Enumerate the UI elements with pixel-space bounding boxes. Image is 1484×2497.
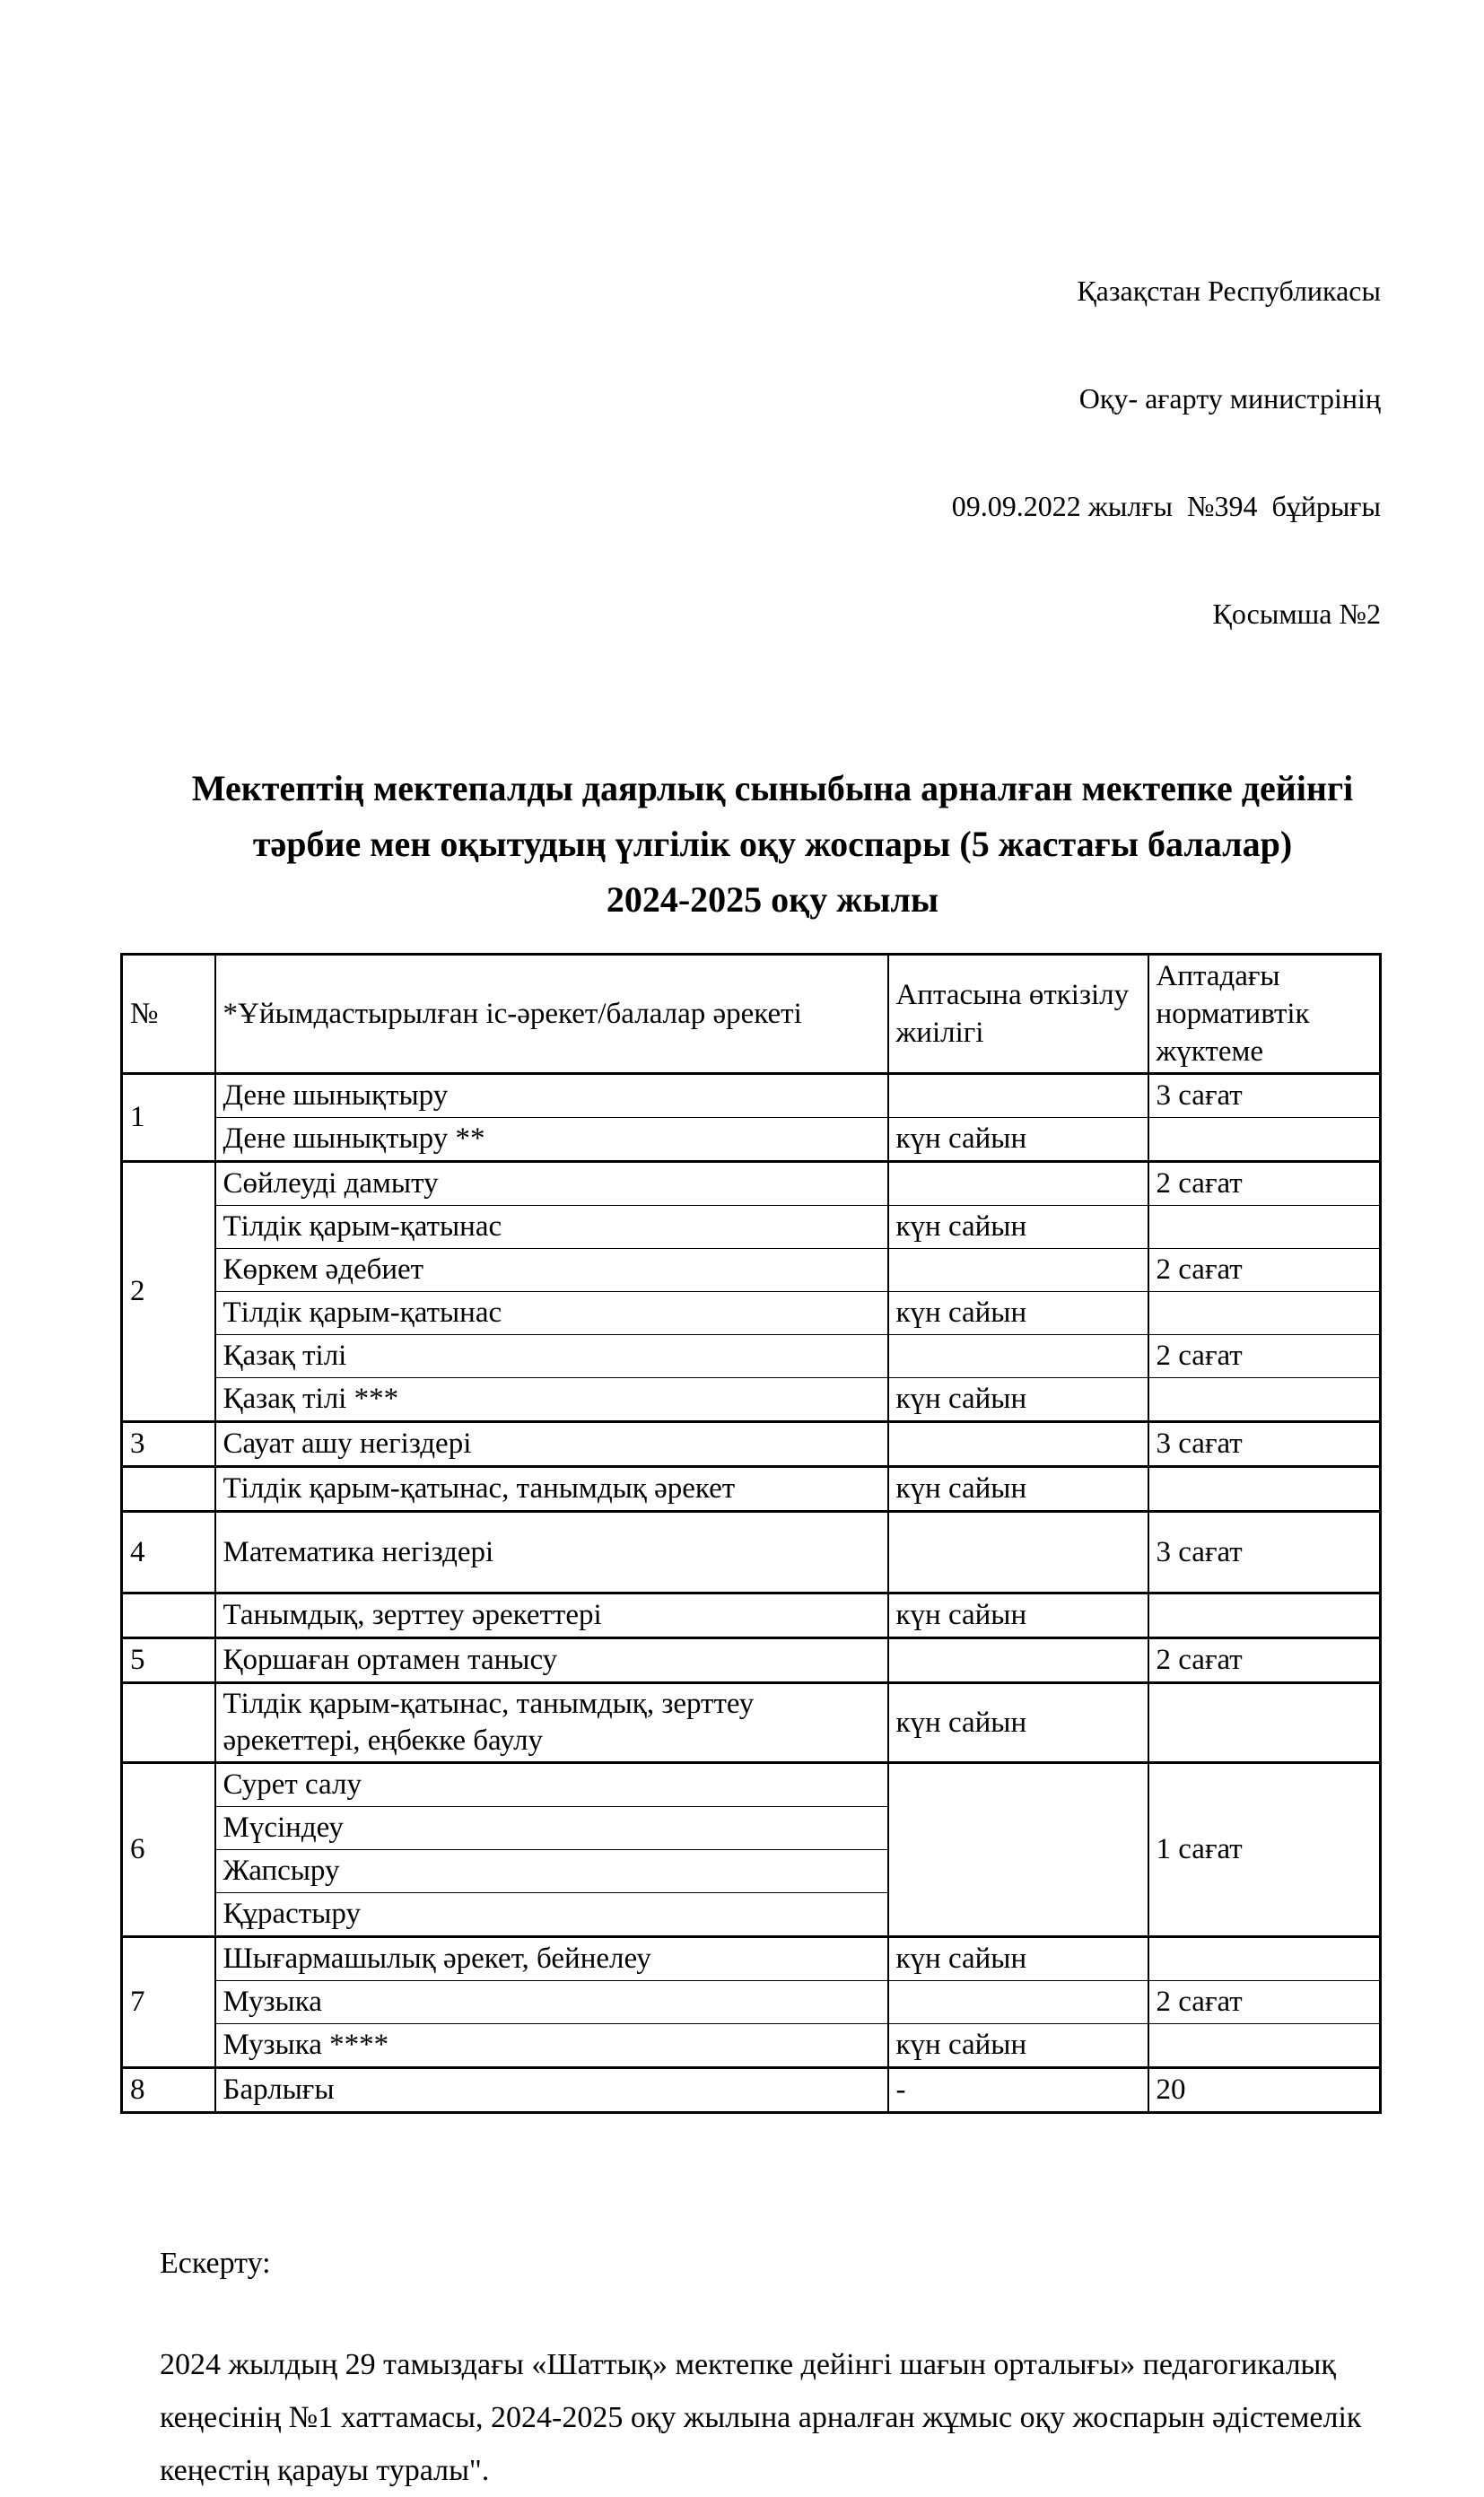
frequency-cell — [888, 1335, 1148, 1378]
note-heading: Ескерту: — [160, 2247, 271, 2280]
activity-cell: Танымдық, зерттеу әрекеттері — [215, 1593, 888, 1638]
frequency-cell: күн сайын — [888, 1206, 1148, 1249]
activity-cell: Жапсыру — [215, 1850, 888, 1893]
table-row — [122, 1683, 1381, 1763]
activity-cell: Қазақ тілі *** — [215, 1378, 888, 1422]
activity-cell: Музыка — [215, 1981, 888, 2024]
row-number-cell: 3 — [122, 1422, 215, 1467]
load-cell — [1148, 1593, 1381, 1638]
frequency-cell — [888, 1162, 1148, 1206]
row-number-cell: 5 — [122, 1638, 215, 1683]
header-line-appendix: Қосымша №2 — [1212, 598, 1381, 630]
frequency-cell — [888, 1638, 1148, 1683]
table-row — [122, 1981, 1381, 2024]
frequency-cell: - — [888, 2068, 1148, 2113]
document-title — [118, 761, 1427, 928]
frequency-cell — [888, 1422, 1148, 1467]
table-row — [122, 1593, 1381, 1638]
frequency-cell — [888, 1981, 1148, 2024]
activity-cell: Сауат ашу негіздері — [215, 1422, 888, 1467]
activity-cell: Барлығы — [215, 2068, 888, 2113]
activity-cell: Мүсіндеу — [215, 1807, 888, 1850]
note-text: 2024 жылдың 29 тамыздағы «Шаттық» мектепке дейінгі шағын орталығы» педагогикалық кеңесінің №1 хаттамасы, 2024-2025 оқу жылына арналған жұмыс оқу жоспарын әдістемелік кеңестің қарауы туралы". — [160, 2348, 1362, 2487]
activity-cell: Тілдік қарым-қатынас — [215, 1206, 888, 1249]
row-number-cell — [122, 1593, 215, 1638]
row-number-cell: 7 — [122, 1937, 215, 2068]
table-row — [122, 2024, 1381, 2068]
load-cell: 3 сағат — [1148, 1512, 1381, 1593]
title-line-3: 2024-2025 оқу жылы — [606, 879, 939, 920]
activity-cell: Математика негіздері — [215, 1512, 888, 1593]
curriculum-table — [120, 953, 1382, 2114]
frequency-cell: күн сайын — [888, 1292, 1148, 1335]
frequency-cell: күн сайын — [888, 1937, 1148, 1981]
load-cell: 2 сағат — [1148, 1981, 1381, 2024]
row-number-cell: 1 — [122, 1074, 215, 1162]
table-row — [122, 1074, 1381, 1118]
table-row — [122, 1512, 1381, 1593]
load-cell: 2 сағат — [1148, 1335, 1381, 1378]
table-row — [122, 1378, 1381, 1422]
col-header-frequency: Аптасына өткізілу жиілігі — [888, 955, 1148, 1074]
load-cell: 3 сағат — [1148, 1074, 1381, 1118]
load-cell: 2 сағат — [1148, 1162, 1381, 1206]
row-number-cell: 4 — [122, 1512, 215, 1593]
table-row — [122, 1422, 1381, 1467]
header-line-ministry: Оқу- ағарту министрінің — [1078, 382, 1381, 415]
activity-cell: Музыка **** — [215, 2024, 888, 2068]
frequency-cell — [888, 1763, 1148, 1937]
table-row — [122, 1249, 1381, 1292]
load-cell — [1148, 1467, 1381, 1512]
activity-cell: Құрастыру — [215, 1893, 888, 1937]
header-line-country: Қазақстан Республикасы — [1077, 275, 1381, 307]
frequency-cell — [888, 1249, 1148, 1292]
activity-cell: Тілдік қарым-қатынас, танымдық, зерттеу әрекеттері, еңбекке баулу — [215, 1683, 888, 1763]
activity-cell: Тілдік қарым-қатынас — [215, 1292, 888, 1335]
table-row — [122, 1638, 1381, 1683]
row-number-cell — [122, 1467, 215, 1512]
col-header-load: Аптадағы нормативтік жүктеме — [1148, 955, 1381, 1074]
frequency-cell — [888, 1074, 1148, 1118]
header-line-order: 09.09.2022 жылғы №394 бұйрығы — [951, 490, 1381, 522]
load-cell: 2 сағат — [1148, 1249, 1381, 1292]
activity-cell: Шығармашылық әрекет, бейнелеу — [215, 1937, 888, 1981]
load-cell: 20 — [1148, 2068, 1381, 2113]
col-header-activity: *Ұйымдастырылған іс-әрекет/балалар әрекеті — [215, 955, 888, 1074]
col-header-number: № — [122, 955, 215, 1074]
load-cell: 2 сағат — [1148, 1638, 1381, 1683]
document-header — [119, 0, 1381, 703]
row-number-cell — [122, 1683, 215, 1763]
load-cell: 3 сағат — [1148, 1422, 1381, 1467]
frequency-cell — [888, 1512, 1148, 1593]
frequency-cell: күн сайын — [888, 1118, 1148, 1162]
table-row — [122, 1335, 1381, 1378]
frequency-cell: күн сайын — [888, 2024, 1148, 2068]
table-row — [122, 1937, 1381, 1981]
title-line-1: Мектептің мектепалды даярлық сыныбына арналған мектепке дейінгі — [191, 768, 1354, 808]
frequency-cell: күн сайын — [888, 1467, 1148, 1512]
table-row — [122, 1206, 1381, 1249]
frequency-cell: күн сайын — [888, 1378, 1148, 1422]
title-line-2: тәрбие мен оқытудың үлгілік оқу жоспары (5 жастағы балалар) — [252, 824, 1293, 864]
activity-cell: Сурет салу — [215, 1763, 888, 1807]
note-section — [160, 2247, 1382, 2497]
activity-cell: Қоршаған ортамен танысу — [215, 1638, 888, 1683]
load-cell — [1148, 1206, 1381, 1249]
activity-cell: Сөйлеуді дамыту — [215, 1162, 888, 1206]
table-row — [122, 1763, 1381, 1807]
load-cell — [1148, 1937, 1381, 1981]
load-cell — [1148, 1683, 1381, 1763]
table-row — [122, 1292, 1381, 1335]
activity-cell: Тілдік қарым-қатынас, танымдық әрекет — [215, 1467, 888, 1512]
table-row — [122, 1118, 1381, 1162]
table-row — [122, 1467, 1381, 1512]
table-row-total — [122, 2068, 1381, 2113]
row-number-cell: 8 — [122, 2068, 215, 2113]
table-header-row — [122, 955, 1381, 1074]
row-number-cell: 6 — [122, 1763, 215, 1937]
row-number-cell: 2 — [122, 1162, 215, 1422]
frequency-cell: күн сайын — [888, 1683, 1148, 1763]
activity-cell: Дене шынықтыру — [215, 1074, 888, 1118]
frequency-cell: күн сайын — [888, 1593, 1148, 1638]
load-cell — [1148, 1378, 1381, 1422]
activity-cell: Көркем әдебиет — [215, 1249, 888, 1292]
load-cell: 1 сағат — [1148, 1763, 1381, 1937]
load-cell — [1148, 2024, 1381, 2068]
activity-cell: Дене шынықтыру ** — [215, 1118, 888, 1162]
table-row — [122, 1162, 1381, 1206]
load-cell — [1148, 1292, 1381, 1335]
load-cell — [1148, 1118, 1381, 1162]
activity-cell: Қазақ тілі — [215, 1335, 888, 1378]
